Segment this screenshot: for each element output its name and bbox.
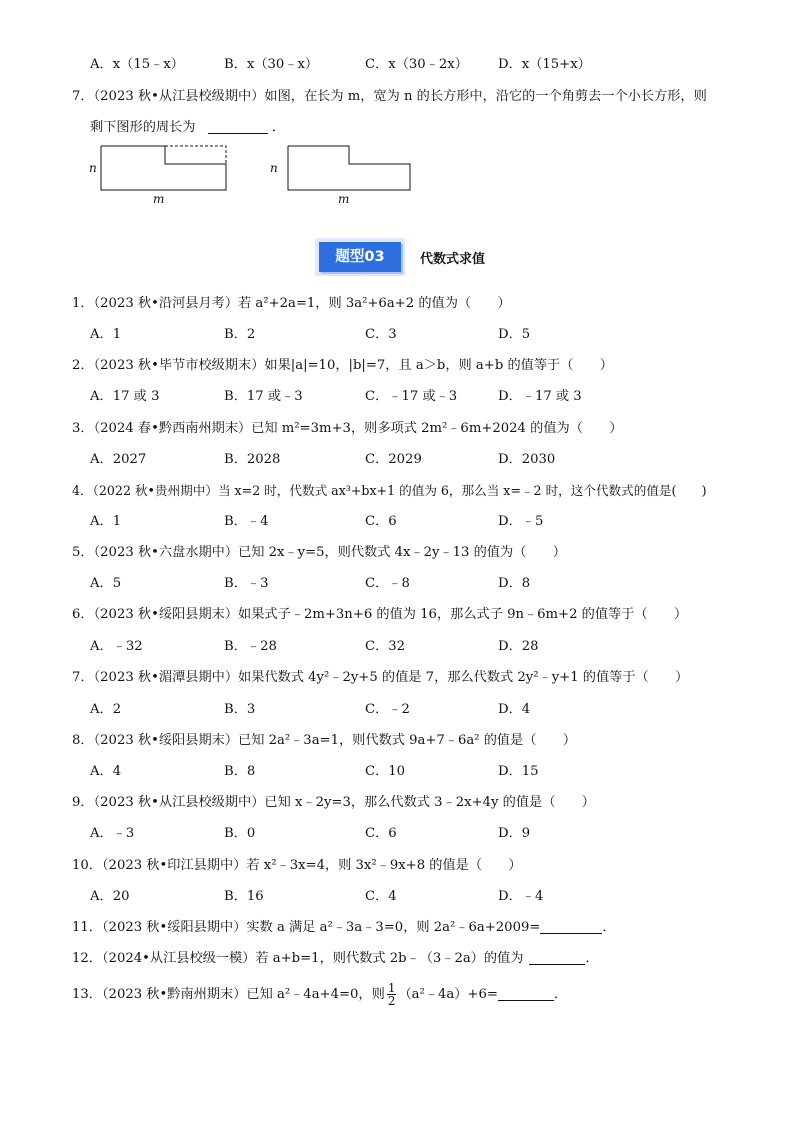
stem-end: ． <box>271 120 286 135</box>
option-d: D．8 <box>498 576 531 591</box>
question-stem-post: （a²﹣4a）+6= <box>398 987 498 1002</box>
option-a: A．1 <box>90 514 122 529</box>
question-stem: 9．（2023 秋•从江县校级期中）已知 x﹣2y=3，那么代数式 3﹣2x+4y 的值是（ ） <box>72 795 595 810</box>
option-d: D．5 <box>498 327 531 342</box>
option-c: C．10 <box>365 764 406 779</box>
option-b: B．3 <box>224 702 256 717</box>
option-b: B．﹣3 <box>224 576 269 591</box>
option-b: B．17 或﹣3 <box>224 389 303 404</box>
fill-question <box>72 919 616 937</box>
option-c: C．6 <box>365 514 397 529</box>
option-a: A．1 <box>90 327 122 342</box>
option-a: A．x（15﹣x） <box>90 57 184 72</box>
option-c: C．x（30﹣2x） <box>365 57 468 72</box>
options-row <box>90 326 730 344</box>
option-c: C．4 <box>365 889 397 904</box>
section-badge-label: 题型03 <box>319 242 401 272</box>
fill-question <box>72 950 599 968</box>
rectangle-figure-2 <box>286 143 416 193</box>
options-row <box>90 451 730 469</box>
question-stem: 2．（2023 秋•毕节市校级期末）如果|a|=10，|b|=7，且 a＞b，则 a+b 的值等于（ ） <box>72 358 613 373</box>
question-stem: 10．（2023 秋•印江县期中）若 x²﹣3x=4，则 3x²﹣9x+8 的值是（ ） <box>72 858 522 873</box>
options-row <box>90 56 730 74</box>
question-stem: 11．（2023 秋•绥阳县期中）实数 a 满足 a²﹣3a﹣3=0，则 2a²﹣6a+2009= <box>72 920 541 935</box>
option-a: A．17 或 3 <box>90 389 160 404</box>
option-c: C．﹣17 或﹣3 <box>365 389 458 404</box>
options-row <box>90 825 730 843</box>
question-stem: 4．（2022 秋•贵州期中）当 x=2 时，代数式 ax³+bx+1 的值为 6，那么当 x=﹣2 时，这个代数式的值是( ) <box>72 483 707 498</box>
stem-end: ． <box>553 987 568 1002</box>
option-c: C．2029 <box>365 452 422 467</box>
question-stem: 6．（2023 秋•绥阳县期末）如果式子﹣2m+3n+6 的值为 16，那么式子 9n﹣6m+2 的值等于（ ） <box>72 607 688 622</box>
option-d: D．15 <box>498 764 539 779</box>
options-row <box>90 763 730 781</box>
option-c: C．3 <box>365 327 397 342</box>
answer-blank[interactable] <box>498 986 554 1001</box>
question-stem: 8．（2023 秋•绥阳县期末）已知 2a²﹣3a=1，则代数式 9a+7﹣6a² 的值是（ ） <box>72 733 577 748</box>
option-d: D．x（15+x） <box>498 57 591 72</box>
options-row <box>90 638 730 656</box>
option-b: B．﹣28 <box>224 639 277 654</box>
question-stem: 12．（2024•从江县校级一模）若 a+b=1，则代数式 2b﹣（3﹣2a）的值为 <box>72 951 524 966</box>
answer-blank[interactable] <box>208 119 268 134</box>
option-d: D．28 <box>498 639 539 654</box>
figure-label-m: m <box>153 192 165 206</box>
answer-blank[interactable] <box>540 919 602 934</box>
question-stem: 1．（2023 秋•沿河县月考）若 a²+2a=1，则 3a²+6a+2 的值为（ ） <box>72 296 511 311</box>
option-b: B．16 <box>224 889 264 904</box>
stem-end: ． <box>602 920 616 935</box>
option-d: D．﹣5 <box>498 514 544 529</box>
option-d: D．9 <box>498 826 531 841</box>
option-b: B．2028 <box>224 452 281 467</box>
rectangle-figure-1 <box>100 143 230 193</box>
question-stem: 13．（2023 秋•黔南州期末）已知 a²﹣4a+4=0，则 <box>72 987 385 1002</box>
option-d: D．2030 <box>498 452 556 467</box>
option-a: A．4 <box>90 764 122 779</box>
option-d: D．﹣4 <box>498 889 544 904</box>
option-a: A．2027 <box>90 452 147 467</box>
figure-label-n: n <box>89 161 97 175</box>
section-badge <box>315 238 405 276</box>
question-stem-continued <box>90 119 285 137</box>
fraction-denominator: 2 <box>387 994 396 1008</box>
option-a: A．2 <box>90 702 122 717</box>
answer-blank[interactable] <box>529 950 585 965</box>
option-c: C．﹣8 <box>365 576 410 591</box>
option-a: A．﹣32 <box>90 639 143 654</box>
option-b: B．x（30﹣x） <box>224 57 319 72</box>
options-row <box>90 388 730 406</box>
option-b: B．0 <box>224 826 256 841</box>
question-stem: 7．（2023 秋•从江县校级期中）如图，在长为 m，宽为 n 的长方形中，沿它的一个角剪去一个小长方形，则 <box>72 89 707 104</box>
option-a: A．20 <box>90 889 130 904</box>
option-c: C．32 <box>365 639 406 654</box>
stem-end: ． <box>585 951 599 966</box>
option-d: D．4 <box>498 702 531 717</box>
option-b: B．8 <box>224 764 256 779</box>
options-row <box>90 701 730 719</box>
question-stem: 5．（2023 秋•六盘水期中）已知 2x﹣y=5，则代数式 4x﹣2y﹣13 的值为（ ） <box>72 545 566 560</box>
option-a: A．5 <box>90 576 122 591</box>
stem-text: 剩下图形的周长为 <box>90 120 196 135</box>
question-stem: 3．（2024 春•黔西南州期末）已知 m²=3m+3，则多项式 2m²﹣6m+2024 的值为（ ） <box>72 421 623 436</box>
option-b: B．2 <box>224 327 256 342</box>
fraction <box>387 982 397 1007</box>
figure-label-m: m <box>338 192 350 206</box>
option-b: B．﹣4 <box>224 514 269 529</box>
question-stem: 7．（2023 秋•湄潭县期中）如果代数式 4y²﹣2y+5 的值是 7，那么代数式 2y²﹣y+1 的值等于（ ） <box>72 670 689 685</box>
figure-label-n: n <box>270 161 278 175</box>
options-row <box>90 513 730 531</box>
options-row <box>90 575 730 593</box>
option-d: D．﹣17 或 3 <box>498 389 582 404</box>
option-c: C．﹣2 <box>365 702 410 717</box>
option-c: C．6 <box>365 826 397 841</box>
section-title: 代数式求值 <box>420 252 486 267</box>
fill-question <box>72 980 567 1010</box>
fraction-numerator: 1 <box>387 981 396 995</box>
option-a: A．﹣3 <box>90 826 135 841</box>
options-row <box>90 888 730 906</box>
